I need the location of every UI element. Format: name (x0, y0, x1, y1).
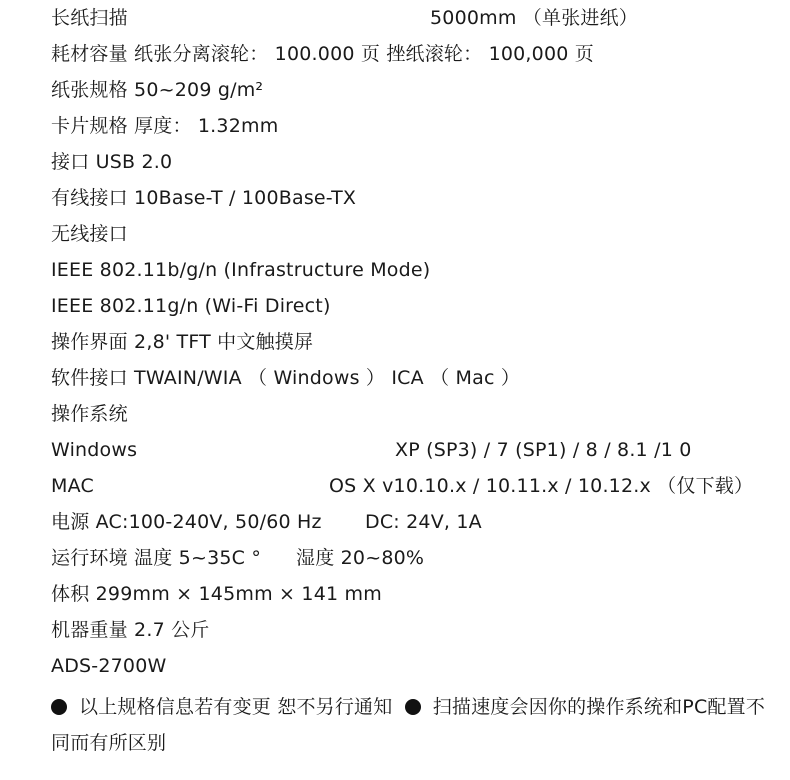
spec-value: OS X v10.10.x / 10.11.x / 10.12.x （仅下载） (329, 475, 754, 497)
spec-consumables: 耗材容量 纸张分离滚轮： 100.000 页 挫纸滚轮： 100,000 页 (51, 43, 594, 65)
note-text: 扫描速度会因你的操作系统和PC配置不同而有所区别 (51, 696, 766, 754)
spec-value: DC: 24V, 1A (365, 511, 482, 533)
spec-wireless-1: IEEE 802.11b/g/n (Infrastructure Mode) (51, 259, 431, 281)
spec-wireless-title: 无线接口 (51, 223, 128, 245)
spec-card: 卡片规格 厚度： 1.32mm (51, 115, 279, 137)
spec-value: 5000mm （单张进纸） (430, 7, 639, 29)
spec-interface: 接口 USB 2.0 (51, 151, 173, 173)
spec-label: Windows (51, 439, 138, 461)
spec-label: 电源 AC:100-240V, 50/60 Hz (51, 511, 322, 533)
spec-weight: 机器重量 2.7 公斤 (51, 619, 210, 641)
spec-ui: 操作界面 2,8' TFT 中文触摸屏 (51, 331, 314, 353)
spec-model: ADS-2700W (51, 655, 167, 677)
spec-value: XP (SP3) / 7 (SP1) / 8 / 8.1 /1 0 (395, 439, 692, 461)
bullet-icon (405, 699, 421, 715)
bullet-icon (51, 699, 67, 715)
notes-paragraph (51, 689, 771, 761)
spec-wired: 有线接口 10Base-T / 100Base-TX (51, 187, 357, 209)
spec-software: 软件接口 TWAIN/WIA （ Windows ） ICA （ Mac ） (51, 367, 521, 389)
spec-dimensions: 体积 299mm × 145mm × 141 mm (51, 583, 382, 605)
spec-label: MAC (51, 475, 94, 497)
spec-label: 运行环境 温度 5~35C ° (51, 547, 262, 569)
note-text: 以上规格信息若有变更 恕不另行通知 (79, 696, 393, 718)
spec-os-title: 操作系统 (51, 403, 128, 425)
spec-paper-weight: 纸张规格 50~209 g/m² (51, 79, 264, 101)
spec-value: 湿度 20~80% (296, 547, 425, 569)
spec-wireless-2: IEEE 802.11g/n (Wi-Fi Direct) (51, 295, 331, 317)
spec-label: 长纸扫描 (51, 7, 128, 29)
